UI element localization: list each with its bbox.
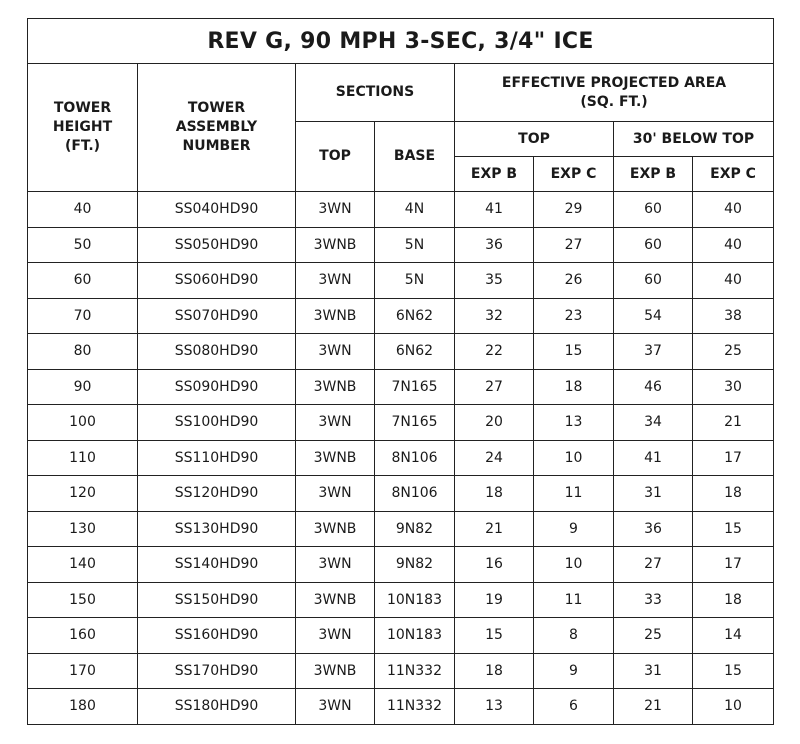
cell-top-exp-c: 9 (534, 653, 614, 689)
header-tower-assembly-line3: NUMBER (182, 138, 251, 154)
cell-assembly: SS110HD90 (138, 440, 296, 476)
cell-assembly: SS140HD90 (138, 547, 296, 583)
header-tower-assembly-line2: ASSEMBLY (175, 119, 258, 135)
header-epa-30-below: 30' BELOW TOP (614, 122, 774, 157)
cell-below-exp-b: 37 (614, 334, 693, 370)
cell-below-exp-b: 27 (614, 547, 693, 583)
cell-top-exp-b: 18 (455, 653, 534, 689)
table-body (28, 192, 774, 725)
header-below-exp-b: EXP B (614, 157, 693, 192)
cell-section-base: 9N82 (375, 511, 455, 547)
table-row (28, 440, 774, 476)
header-epa-line2: (SQ. FT.) (580, 93, 648, 110)
cell-below-exp-b: 36 (614, 511, 693, 547)
cell-assembly: SS050HD90 (138, 227, 296, 263)
cell-top-exp-c: 6 (534, 689, 614, 725)
cell-below-exp-c: 40 (693, 227, 774, 263)
header-top-exp-b: EXP B (455, 157, 534, 192)
cell-below-exp-c: 40 (693, 263, 774, 299)
cell-height: 50 (28, 227, 138, 263)
cell-top-exp-c: 18 (534, 369, 614, 405)
cell-below-exp-c: 17 (693, 440, 774, 476)
header-epa-line1: EFFECTIVE PROJECTED AREA (501, 74, 727, 91)
cell-section-base: 7N165 (375, 405, 455, 441)
cell-below-exp-c: 18 (693, 582, 774, 618)
cell-section-top: 3WNB (296, 653, 375, 689)
cell-below-exp-b: 60 (614, 192, 693, 228)
cell-section-top: 3WNB (296, 440, 375, 476)
cell-assembly: SS130HD90 (138, 511, 296, 547)
cell-top-exp-b: 35 (455, 263, 534, 299)
cell-below-exp-b: 31 (614, 476, 693, 512)
cell-below-exp-b: 41 (614, 440, 693, 476)
table-title: REV G, 90 MPH 3-SEC, 3/4" ICE (28, 19, 774, 64)
cell-assembly: SS150HD90 (138, 582, 296, 618)
cell-top-exp-c: 27 (534, 227, 614, 263)
cell-section-base: 8N106 (375, 440, 455, 476)
cell-top-exp-c: 8 (534, 618, 614, 654)
cell-below-exp-c: 30 (693, 369, 774, 405)
cell-top-exp-c: 11 (534, 476, 614, 512)
cell-height: 130 (28, 511, 138, 547)
cell-assembly: SS180HD90 (138, 689, 296, 725)
cell-top-exp-c: 29 (534, 192, 614, 228)
cell-height: 140 (28, 547, 138, 583)
cell-section-top: 3WN (296, 405, 375, 441)
cell-top-exp-b: 22 (455, 334, 534, 370)
header-sections-base: BASE (375, 122, 455, 192)
cell-section-top: 3WN (296, 263, 375, 299)
cell-height: 80 (28, 334, 138, 370)
cell-top-exp-c: 26 (534, 263, 614, 299)
cell-top-exp-b: 20 (455, 405, 534, 441)
table-row (28, 298, 774, 334)
cell-top-exp-b: 41 (455, 192, 534, 228)
cell-section-top: 3WNB (296, 227, 375, 263)
cell-height: 180 (28, 689, 138, 725)
cell-below-exp-b: 60 (614, 263, 693, 299)
cell-section-base: 9N82 (375, 547, 455, 583)
table-row (28, 263, 774, 299)
cell-section-top: 3WNB (296, 298, 375, 334)
cell-top-exp-b: 36 (455, 227, 534, 263)
cell-assembly: SS170HD90 (138, 653, 296, 689)
cell-section-base: 5N (375, 227, 455, 263)
header-top-exp-c: EXP C (534, 157, 614, 192)
cell-section-top: 3WNB (296, 582, 375, 618)
table-row (28, 511, 774, 547)
cell-top-exp-b: 13 (455, 689, 534, 725)
cell-assembly: SS160HD90 (138, 618, 296, 654)
cell-height: 100 (28, 405, 138, 441)
cell-assembly: SS090HD90 (138, 369, 296, 405)
cell-assembly: SS040HD90 (138, 192, 296, 228)
cell-below-exp-c: 15 (693, 653, 774, 689)
table-row (28, 192, 774, 228)
cell-height: 110 (28, 440, 138, 476)
cell-section-base: 6N62 (375, 298, 455, 334)
cell-top-exp-b: 16 (455, 547, 534, 583)
header-sections-top: TOP (296, 122, 375, 192)
cell-below-exp-c: 18 (693, 476, 774, 512)
cell-assembly: SS060HD90 (138, 263, 296, 299)
header-below-exp-c: EXP C (693, 157, 774, 192)
cell-section-top: 3WNB (296, 511, 375, 547)
cell-section-base: 4N (375, 192, 455, 228)
table-row (28, 689, 774, 725)
cell-top-exp-c: 11 (534, 582, 614, 618)
table-row (28, 476, 774, 512)
cell-section-base: 6N62 (375, 334, 455, 370)
cell-height: 60 (28, 263, 138, 299)
cell-below-exp-c: 25 (693, 334, 774, 370)
cell-section-top: 3WN (296, 547, 375, 583)
cell-section-base: 11N332 (375, 689, 455, 725)
cell-section-base: 11N332 (375, 653, 455, 689)
cell-top-exp-c: 10 (534, 440, 614, 476)
cell-top-exp-b: 15 (455, 618, 534, 654)
table-row (28, 405, 774, 441)
cell-section-top: 3WN (296, 476, 375, 512)
cell-below-exp-c: 17 (693, 547, 774, 583)
cell-below-exp-b: 60 (614, 227, 693, 263)
cell-below-exp-c: 38 (693, 298, 774, 334)
tower-spec-table (27, 18, 774, 725)
header-tower-height-line1: TOWER (53, 100, 112, 116)
cell-top-exp-c: 10 (534, 547, 614, 583)
cell-assembly: SS120HD90 (138, 476, 296, 512)
cell-top-exp-b: 24 (455, 440, 534, 476)
cell-below-exp-b: 31 (614, 653, 693, 689)
table-row (28, 334, 774, 370)
cell-top-exp-b: 32 (455, 298, 534, 334)
cell-section-base: 5N (375, 263, 455, 299)
cell-section-top: 3WN (296, 192, 375, 228)
header-tower-height (28, 64, 138, 192)
cell-height: 170 (28, 653, 138, 689)
header-tower-assembly-line1: TOWER (187, 100, 246, 116)
cell-below-exp-b: 21 (614, 689, 693, 725)
header-tower-assembly (138, 64, 296, 192)
cell-assembly: SS070HD90 (138, 298, 296, 334)
cell-assembly: SS100HD90 (138, 405, 296, 441)
cell-below-exp-c: 14 (693, 618, 774, 654)
cell-below-exp-b: 25 (614, 618, 693, 654)
cell-height: 40 (28, 192, 138, 228)
cell-top-exp-b: 18 (455, 476, 534, 512)
cell-section-base: 10N183 (375, 618, 455, 654)
cell-height: 150 (28, 582, 138, 618)
header-tower-height-line2: HEIGHT (52, 119, 113, 135)
cell-below-exp-b: 33 (614, 582, 693, 618)
header-tower-height-line3: (FT.) (64, 138, 101, 154)
cell-assembly: SS080HD90 (138, 334, 296, 370)
cell-below-exp-b: 46 (614, 369, 693, 405)
cell-below-exp-c: 15 (693, 511, 774, 547)
cell-below-exp-b: 34 (614, 405, 693, 441)
cell-section-base: 7N165 (375, 369, 455, 405)
cell-height: 120 (28, 476, 138, 512)
cell-top-exp-c: 15 (534, 334, 614, 370)
cell-height: 70 (28, 298, 138, 334)
cell-top-exp-c: 9 (534, 511, 614, 547)
cell-section-top: 3WN (296, 334, 375, 370)
cell-section-top: 3WN (296, 689, 375, 725)
cell-below-exp-c: 10 (693, 689, 774, 725)
cell-section-base: 10N183 (375, 582, 455, 618)
table-row (28, 369, 774, 405)
cell-top-exp-c: 23 (534, 298, 614, 334)
cell-height: 90 (28, 369, 138, 405)
cell-height: 160 (28, 618, 138, 654)
table-row (28, 653, 774, 689)
cell-below-exp-b: 54 (614, 298, 693, 334)
table-row (28, 547, 774, 583)
table-row (28, 618, 774, 654)
cell-section-top: 3WN (296, 618, 375, 654)
cell-below-exp-c: 40 (693, 192, 774, 228)
cell-top-exp-b: 27 (455, 369, 534, 405)
cell-section-top: 3WNB (296, 369, 375, 405)
table-row (28, 582, 774, 618)
header-sections: SECTIONS (296, 64, 455, 122)
header-epa (455, 64, 774, 122)
table-row (28, 227, 774, 263)
cell-top-exp-b: 21 (455, 511, 534, 547)
cell-top-exp-b: 19 (455, 582, 534, 618)
cell-section-base: 8N106 (375, 476, 455, 512)
cell-top-exp-c: 13 (534, 405, 614, 441)
cell-below-exp-c: 21 (693, 405, 774, 441)
header-epa-top: TOP (455, 122, 614, 157)
